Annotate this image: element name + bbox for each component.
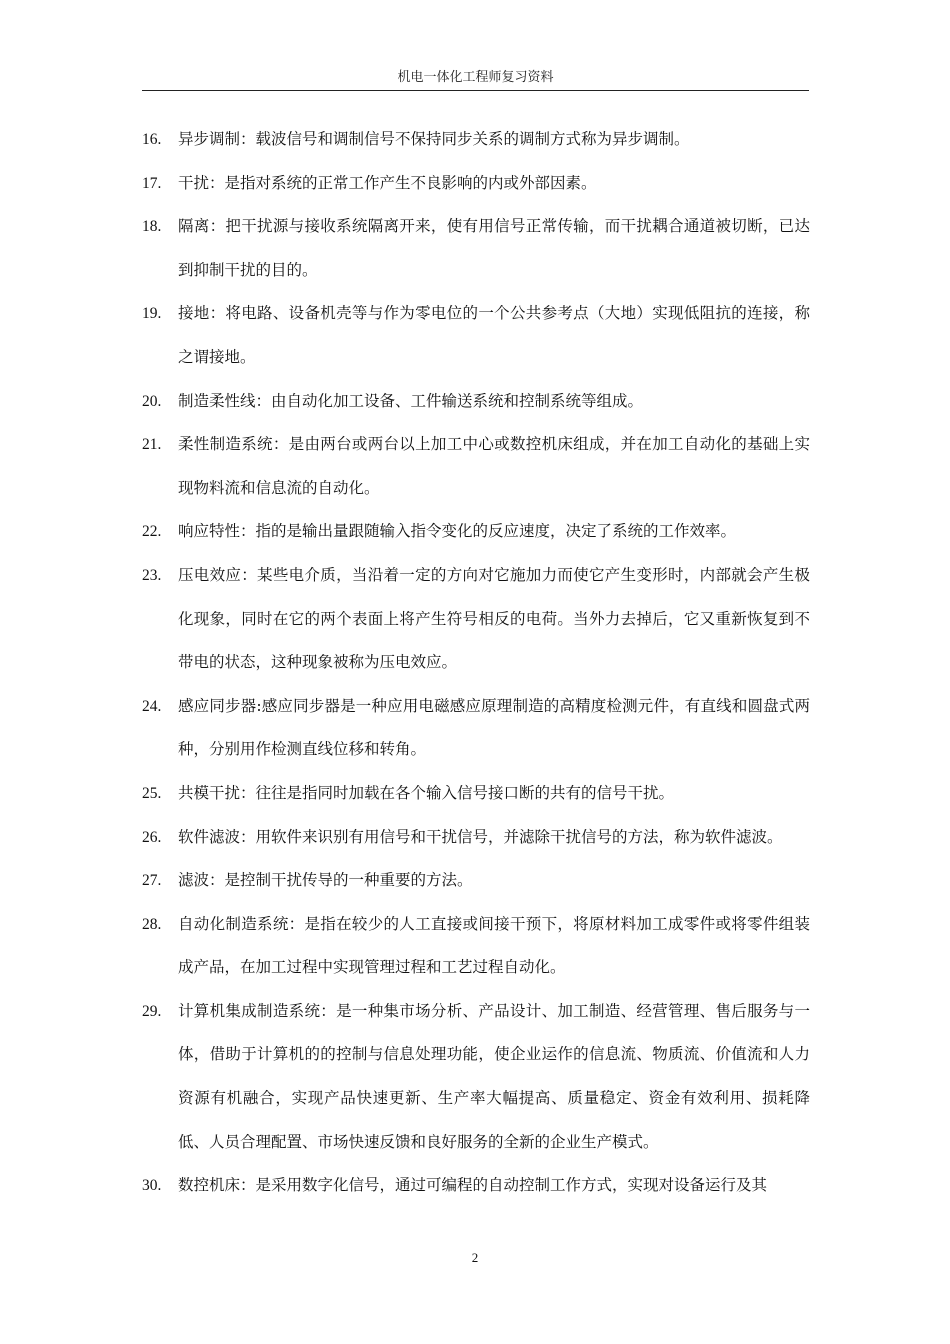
definition-list [142, 118, 810, 1208]
page-header: 机电一体化工程师复习资料 [142, 70, 809, 91]
list-item [142, 205, 810, 292]
item-number: 28. [142, 915, 162, 933]
item-number: 20. [142, 392, 162, 410]
item-number: 18. [142, 218, 162, 236]
item-text: 计算机集成制造系统：是一种集市场分析、产品设计、加工制造、经营管理、售后服务与一体，借助于计算机的的控制与信息处理功能，使企业运作的信息流、物质流、价值流和人力资源有机融合，实现产品快速更新、生产率大幅提高、质量稳定、资金有效利用、损耗降低、人员合理配置、市场快速反馈和良好服务的全新的企业生产模式。 [178, 1001, 810, 1151]
item-number: 22. [142, 523, 162, 541]
item-text: 接地：将电路、设备机壳等与作为零电位的一个公共参考点（大地）实现低阻抗的连接，称之谓接地。 [178, 304, 810, 366]
item-number: 30. [142, 1177, 162, 1195]
list-item [142, 292, 810, 379]
item-text: 柔性制造系统：是由两台或两台以上加工中心或数控机床组成，并在加工自动化的基础上实现物料流和信息流的自动化。 [178, 435, 810, 497]
list-item [142, 903, 810, 990]
item-text: 异步调制：载波信号和调制信号不保持同步关系的调制方式称为异步调制。 [178, 130, 690, 148]
list-item [142, 554, 810, 685]
item-number: 21. [142, 436, 162, 454]
item-number: 27. [142, 872, 162, 890]
list-item [142, 990, 810, 1164]
item-number: 26. [142, 828, 162, 846]
item-text: 响应特性：指的是输出量跟随输入指令变化的反应速度，决定了系统的工作效率。 [178, 522, 737, 541]
list-item [142, 510, 810, 554]
list-item [142, 1164, 810, 1208]
item-text: 隔离：把干扰源与接收系统隔离开来，使有用信号正常传输，而干扰耦合通道被切断，已达到抑制干扰的目的。 [178, 217, 810, 279]
list-item [142, 859, 810, 903]
list-item [142, 423, 810, 510]
item-text: 干扰：是指对系统的正常工作产生不良影响的内或外部因素。 [178, 173, 597, 192]
item-text: 滤波：是控制干扰传导的一种重要的方法。 [178, 871, 473, 890]
item-text: 制造柔性线：由自动化加工设备、工件输送系统和控制系统等组成。 [178, 391, 644, 410]
item-number: 24. [142, 697, 162, 715]
item-number: 23. [142, 566, 162, 584]
item-text: 压电效应：某些电介质，当沿着一定的方向对它施加力而使它产生变形时，内部就会产生极化现象，同时在它的两个表面上将产生符号相反的电荷。当外力去掉后，它又重新恢复到不带电的状态，这种现象被称为压电效应。 [178, 565, 810, 672]
item-number: 17. [142, 174, 162, 192]
item-text: 数控机床：是采用数字化信号，通过可编程的自动控制工作方式，实现对设备运行及其 [178, 1176, 768, 1195]
list-item [142, 118, 810, 162]
page-number: 2 [471, 1250, 479, 1265]
item-text: 感应同步器:感应同步器是一种应用电磁感应原理制造的高精度检测元件，有直线和圆盘式两种，分别用作检测直线位移和转角。 [178, 696, 810, 759]
list-item [142, 380, 810, 424]
item-number: 16. [142, 131, 162, 148]
item-number: 25. [142, 784, 162, 802]
item-text: 共模干扰：往往是指同时加载在各个输入信号接口断的共有的信号干扰。 [178, 783, 675, 802]
list-item [142, 772, 810, 816]
item-number: 29. [142, 1002, 162, 1020]
list-item [142, 816, 810, 860]
list-item [142, 162, 810, 206]
list-item [142, 685, 810, 772]
item-number: 19. [142, 305, 162, 323]
item-text: 软件滤波：用软件来识别有用信号和干扰信号，并滤除干扰信号的方法，称为软件滤波。 [178, 827, 783, 846]
item-text: 自动化制造系统：是指在较少的人工直接或间接干预下，将原材料加工成零件或将零件组装成产品，在加工过程中实现管理过程和工艺过程自动化。 [178, 914, 810, 977]
